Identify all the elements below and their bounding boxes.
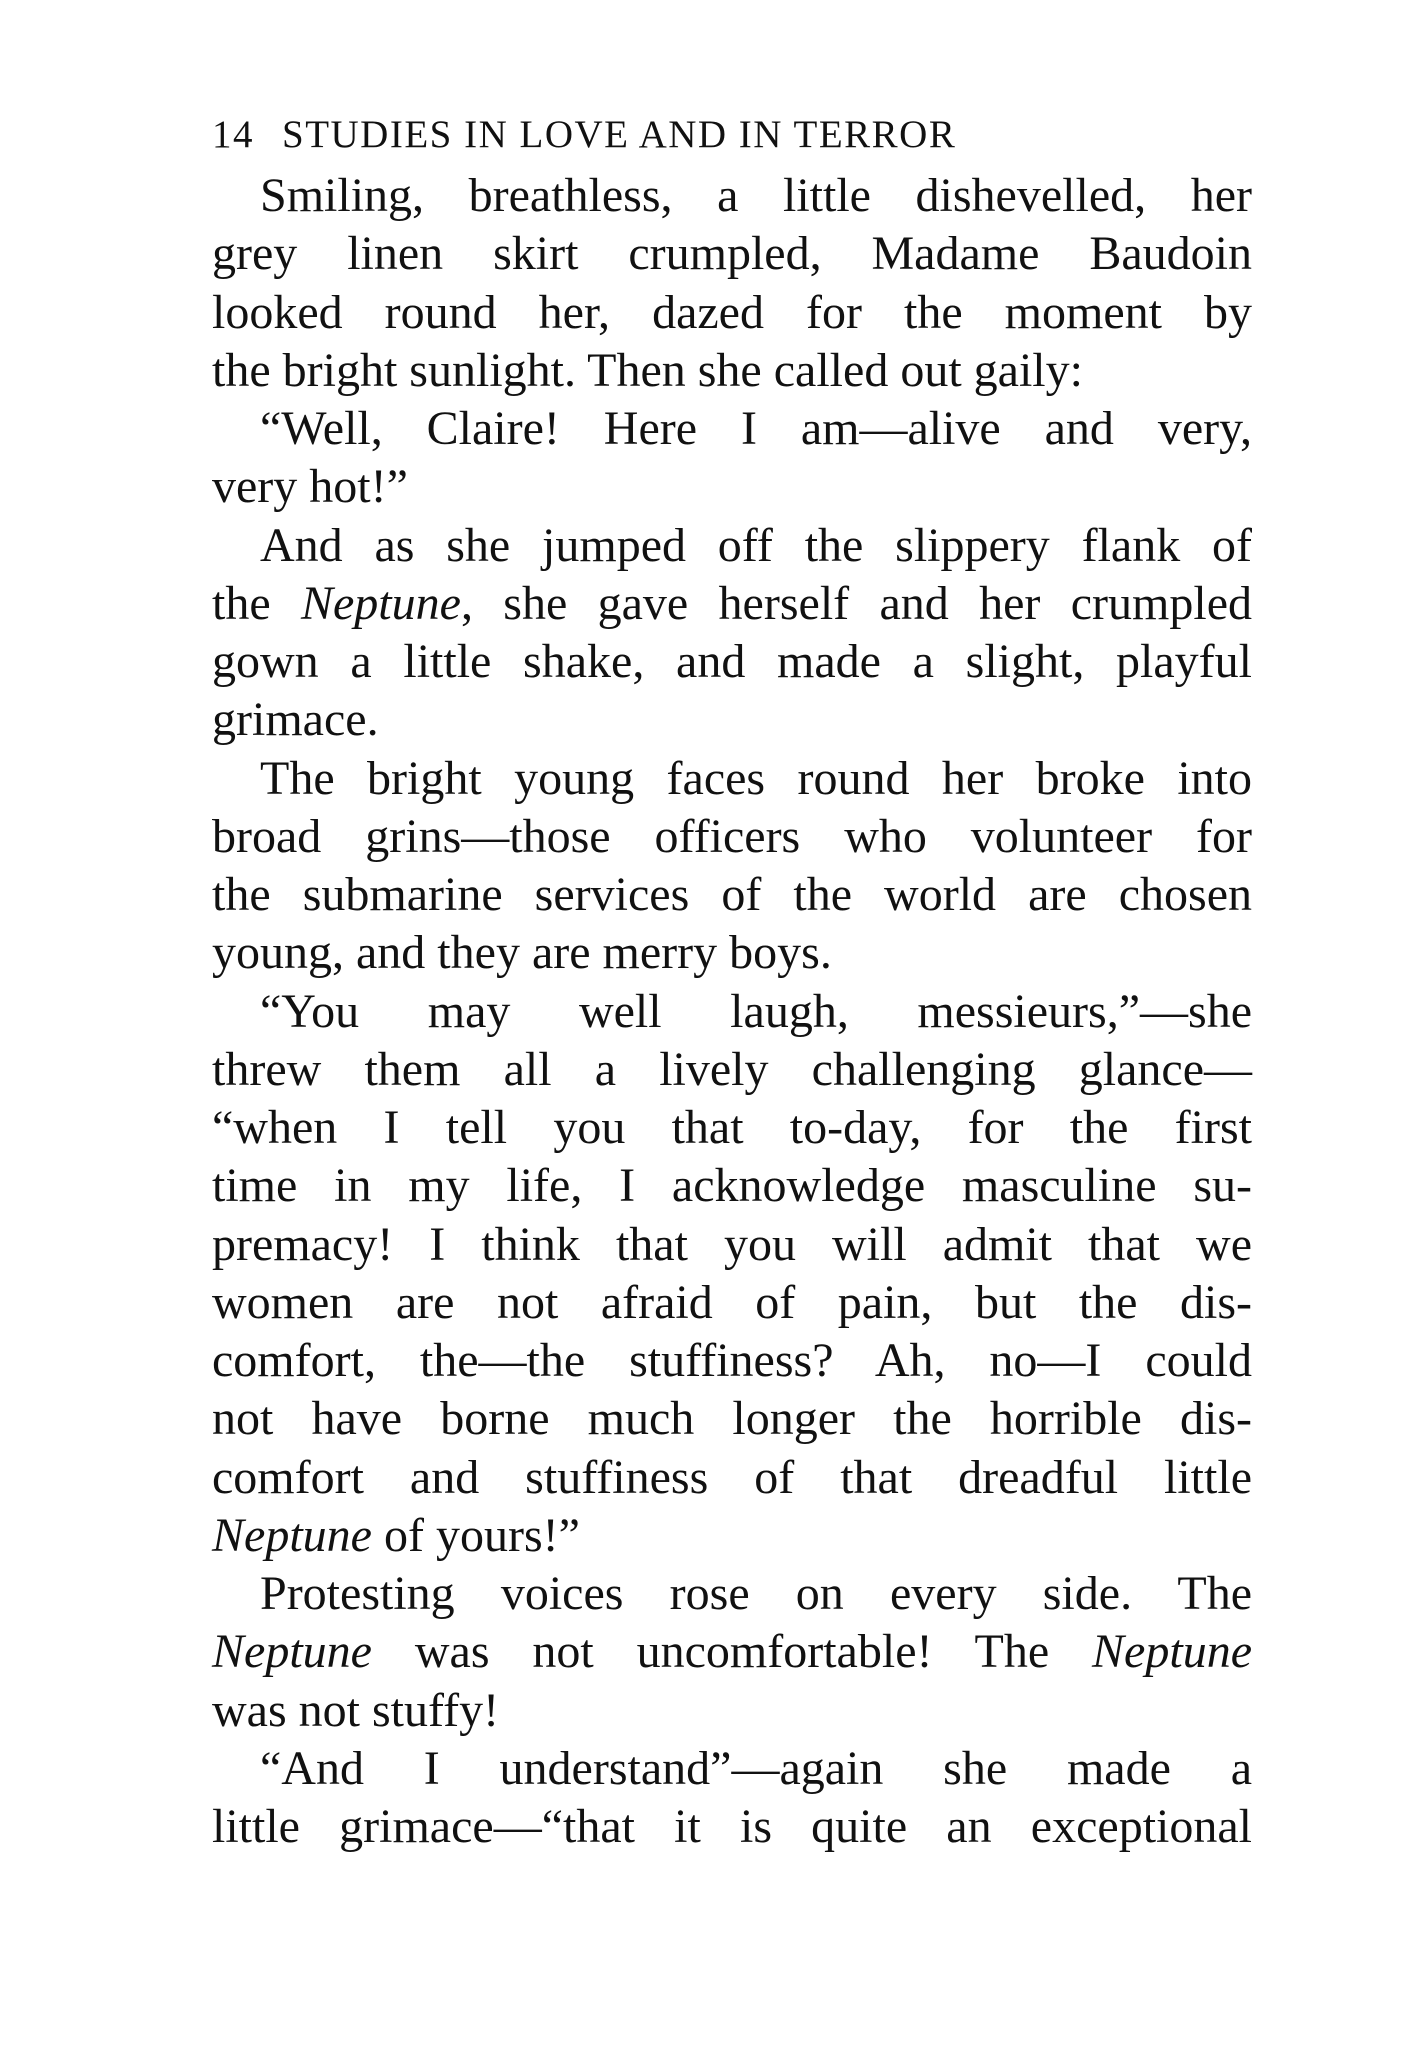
text-line [212, 633, 1252, 691]
text-line [212, 1041, 1252, 1099]
italic-text: Neptune [212, 1508, 372, 1562]
text-run: grey linen skirt crumpled, Madame Baudoin [212, 227, 1252, 281]
text-line [212, 1274, 1252, 1332]
text-run: young, and they are merry boys. [212, 926, 832, 980]
text-line [212, 1740, 1252, 1798]
text-run: women are not afraid of pain, but the dis- [212, 1275, 1252, 1329]
text-line [212, 1390, 1252, 1448]
text-line [212, 225, 1252, 283]
text-run: of yours!” [371, 1508, 580, 1562]
text-run: not have borne much longer the horrible dis- [212, 1392, 1252, 1446]
text-line [212, 1099, 1252, 1157]
text-line [212, 1157, 1252, 1215]
text-run: looked round her, dazed for the moment by [212, 285, 1252, 339]
text-line [212, 1449, 1252, 1507]
text-run: Smiling, breathless, a little dishevelled, her [260, 169, 1252, 222]
text-line [212, 983, 1252, 1041]
text-line [212, 1798, 1252, 1856]
page-number: 14 [212, 113, 254, 156]
text-run: was not stuffy! [212, 1683, 500, 1737]
italic-text: Neptune [300, 576, 461, 630]
text-line [212, 1623, 1252, 1681]
text-run: “And I understand”—again she made a [260, 1741, 1252, 1795]
text-line [212, 750, 1252, 808]
text-run: the [212, 576, 301, 630]
text-run: “when I tell you that to-day, for the first [212, 1101, 1252, 1154]
text-run: little grimace—“that it is quite an exceptional [212, 1800, 1252, 1853]
italic-text: Neptune [212, 1625, 372, 1679]
text-run: gown a little shake, and made a slight, playful [212, 635, 1252, 688]
text-run: The bright young faces round her broke into [260, 751, 1252, 805]
text-line [212, 575, 1252, 633]
text-line [212, 284, 1252, 342]
text-line [212, 808, 1252, 866]
text-run: time in my life, I acknowledge masculine su- [212, 1159, 1252, 1213]
running-header [212, 105, 1252, 165]
text-line [212, 167, 1252, 225]
text-run: And as she jumped off the slippery flank of [260, 518, 1252, 572]
text-run: grimace. [212, 693, 379, 747]
text-run: threw them all a lively challenging glance— [212, 1042, 1252, 1096]
text-run: “Well, Claire! Here I am—alive and very, [260, 402, 1252, 455]
text-run: comfort, the—the stuffiness? Ah, no—I could [212, 1334, 1252, 1387]
text-line [212, 866, 1252, 924]
text-run: premacy! I think that you will admit that we [212, 1217, 1252, 1271]
text-run: “You may well laugh, messieurs,”—she [260, 984, 1252, 1038]
text-line [212, 924, 1252, 982]
italic-text: Neptune [1092, 1625, 1252, 1679]
text-line [212, 1507, 1252, 1565]
text-line [212, 691, 1252, 749]
text-line [212, 517, 1252, 575]
text-run: the bright sunlight. Then she called out gaily: [212, 343, 1083, 397]
text-run: was not uncomfortable! The [371, 1625, 1093, 1679]
text-run: the submarine services of the world are chosen [212, 868, 1252, 921]
text-run: Protesting voices rose on every side. The [260, 1567, 1252, 1620]
text-run: , she gave herself and her crumpled [460, 576, 1253, 630]
body-text [212, 167, 1252, 1856]
text-line [212, 400, 1252, 458]
text-run: very hot!” [212, 460, 408, 514]
text-line [212, 342, 1252, 400]
text-run: broad grins—those officers who volunteer for [212, 809, 1252, 863]
running-title: STUDIES IN LOVE AND IN TERROR [282, 113, 957, 156]
text-line [212, 1216, 1252, 1274]
text-line [212, 1565, 1252, 1623]
text-line [212, 1332, 1252, 1390]
book-page [212, 105, 1252, 1856]
text-run: comfort and stuffiness of that dreadful little [212, 1450, 1252, 1504]
text-line [212, 1682, 1252, 1740]
text-line [212, 458, 1252, 516]
